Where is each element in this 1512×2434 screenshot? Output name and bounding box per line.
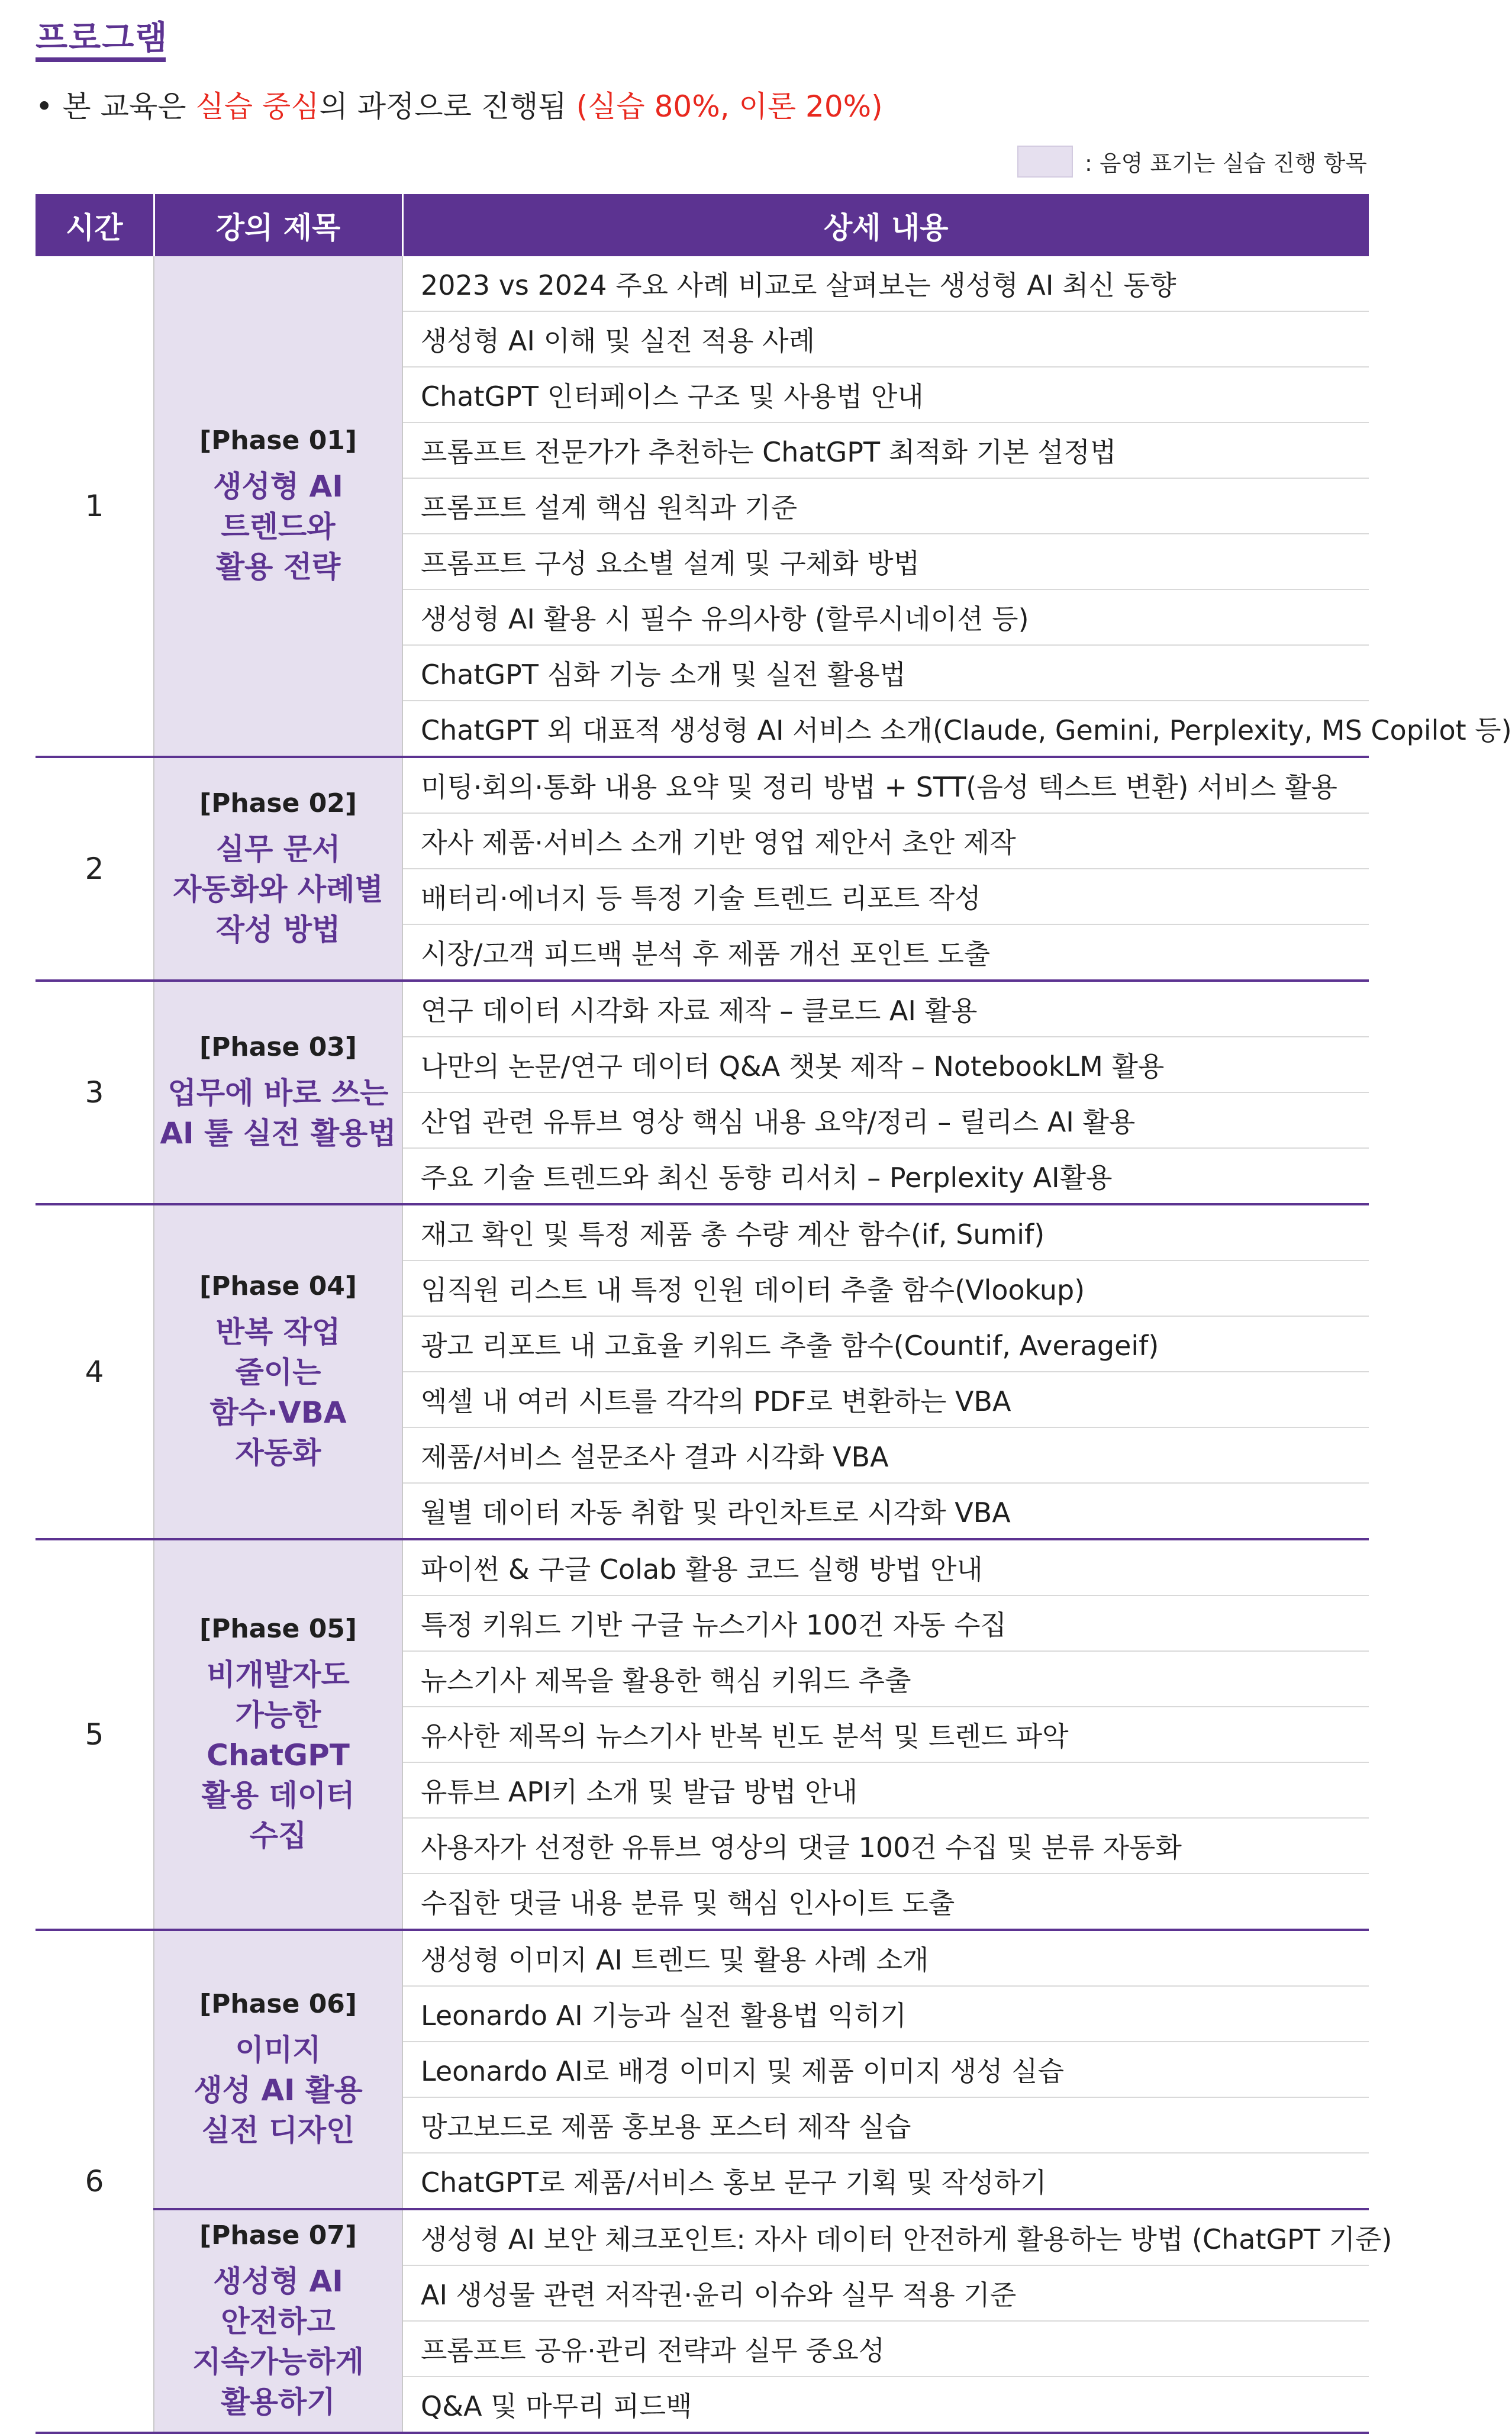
detail-cell: 사용자가 선정한 유튜브 영상의 댓글 100건 수집 및 분류 자동화 (402, 1818, 1369, 1874)
phase-name: 실무 문서 자동화와 사례별 작성 방법 (173, 831, 383, 947)
phase-label: [Phase 06] (199, 1988, 357, 2019)
phase-label: [Phase 05] (199, 1613, 357, 1644)
intro-line (36, 83, 883, 125)
detail-cell: 시장/고객 피드백 분석 후 제품 개선 포인트 도출 (402, 924, 1369, 981)
table-row (36, 981, 1369, 1037)
detail-cell: ChatGPT 심화 기능 소개 및 실전 활용법 (402, 645, 1369, 701)
phase-label: [Phase 02] (199, 788, 357, 818)
section-title: 프로그램 (36, 19, 169, 57)
detail-cell: 프롬프트 설계 핵심 원칙과 기준 (402, 478, 1369, 534)
detail-cell: 유튜브 API키 소개 및 발급 방법 안내 (402, 1762, 1369, 1818)
phase-title-cell (154, 256, 402, 757)
detail-cell: 파이썬 & 구글 Colab 활용 코드 실행 방법 안내 (402, 1539, 1369, 1595)
detail-cell: 임직원 리스트 내 특정 인원 데이터 추출 함수(Vlookup) (402, 1260, 1369, 1316)
detail-cell: 유사한 제목의 뉴스기사 반복 빈도 분석 및 트렌드 파악 (402, 1707, 1369, 1762)
detail-cell: 미팅·회의·통화 내용 요약 및 정리 방법 + STT(음성 텍스트 변환) 서비스 활용 (402, 757, 1369, 813)
title-underline (36, 57, 166, 62)
column-header-hour: 시간 (36, 194, 154, 256)
detail-cell: 나만의 논문/연구 데이터 Q&A 챗봇 제작 – NotebookLM 활용 (402, 1037, 1369, 1092)
phase-title-cell (154, 757, 402, 981)
detail-cell: Leonardo AI로 배경 이미지 및 제품 이미지 생성 실습 (402, 2042, 1369, 2097)
detail-cell: 생성형 AI 활용 시 필수 유의사항 (할루시네이션 등) (402, 589, 1369, 645)
detail-cell: 재고 확인 및 특정 제품 총 수량 계산 함수(if, Sumif) (402, 1204, 1369, 1260)
detail-cell: ChatGPT 인터페이스 구조 및 사용법 안내 (402, 367, 1369, 423)
detail-cell: 배터리·에너지 등 특정 기술 트렌드 리포트 작성 (402, 869, 1369, 924)
phase-title-cell (154, 1930, 402, 2209)
detail-cell: Q&A 및 마무리 피드백 (402, 2377, 1369, 2433)
detail-cell: 프롬프트 전문가가 추천하는 ChatGPT 최적화 기본 설정법 (402, 423, 1369, 478)
detail-cell: 제품/서비스 설문조사 결과 시각화 VBA (402, 1427, 1369, 1483)
intro-highlight-ratio: (실습 80%, 이론 20%) (576, 89, 883, 124)
detail-cell: 생성형 이미지 AI 트렌드 및 활용 사례 소개 (402, 1930, 1369, 1986)
bullet: • (36, 89, 53, 124)
program-table (36, 194, 1512, 2434)
phase-label: [Phase 01] (199, 425, 357, 456)
table-row (36, 1930, 1369, 1986)
hour-cell: 6 (36, 1930, 154, 2433)
detail-cell: 월별 데이터 자동 취합 및 라인차트로 시각화 VBA (402, 1483, 1369, 1539)
phase-title-cell (154, 1204, 402, 1539)
table-row (36, 757, 1369, 813)
detail-cell: 자사 제품·서비스 소개 기반 영업 제안서 초안 제작 (402, 813, 1369, 869)
phase-title-cell (154, 981, 402, 1204)
phase-title-cell (154, 2209, 402, 2433)
column-header-title: 강의 제목 (154, 194, 402, 256)
column-header-detail: 상세 내용 (402, 194, 1369, 256)
hour-cell: 3 (36, 981, 154, 1204)
detail-cell: AI 생성물 관련 저작권·윤리 이슈와 실무 적용 기준 (402, 2265, 1369, 2321)
detail-cell: 연구 데이터 시각화 자료 제작 – 클로드 AI 활용 (402, 981, 1369, 1037)
detail-cell: 생성형 AI 이해 및 실전 적용 사례 (402, 311, 1369, 367)
legend (1017, 145, 1367, 178)
table-row (36, 1204, 1369, 1260)
detail-cell: 엑셀 내 여러 시트를 각각의 PDF로 변환하는 VBA (402, 1372, 1369, 1427)
detail-cell: 주요 기술 트렌드와 최신 동향 리서치 – Perplexity AI활용 (402, 1148, 1369, 1204)
intro-text-2: 의 과정으로 진행됨 (319, 89, 576, 124)
detail-cell: 망고보드로 제품 홍보용 포스터 제작 실습 (402, 2097, 1369, 2153)
detail-cell: 수집한 댓글 내용 분류 및 핵심 인사이트 도출 (402, 1874, 1369, 1930)
detail-cell: 2023 vs 2024 주요 사례 비교로 살펴보는 생성형 AI 최신 동향 (402, 256, 1369, 311)
detail-cell: 프롬프트 공유·관리 전략과 실무 중요성 (402, 2321, 1369, 2377)
detail-cell: Leonardo AI 기능과 실전 활용법 익히기 (402, 1986, 1369, 2042)
program-body (36, 256, 1512, 2433)
phase-name: 업무에 바로 쓰는 AI 툴 실전 활용법 (160, 1075, 396, 1150)
detail-cell: ChatGPT로 제품/서비스 홍보 문구 기획 및 작성하기 (402, 2153, 1369, 2209)
legend-text: : 음영 표기는 실습 진행 항목 (1085, 150, 1367, 176)
table-row (36, 2209, 1369, 2265)
legend-swatch (1017, 146, 1073, 178)
table-row (36, 1539, 1369, 1595)
phase-label: [Phase 03] (199, 1031, 357, 1062)
detail-cell: 산업 관련 유튜브 영상 핵심 내용 요약/정리 – 릴리스 AI 활용 (402, 1092, 1369, 1148)
hour-cell: 5 (36, 1539, 154, 1930)
table-row (36, 256, 1369, 311)
hour-cell: 2 (36, 757, 154, 981)
intro-text-1: 본 교육은 (62, 89, 196, 124)
hour-cell: 1 (36, 256, 154, 757)
phase-name: 이미지 생성 AI 활용 실전 디자인 (194, 2032, 363, 2148)
detail-cell: 프롬프트 구성 요소별 설계 및 구체화 방법 (402, 534, 1369, 589)
detail-cell: 뉴스기사 제목을 활용한 핵심 키워드 추출 (402, 1651, 1369, 1707)
detail-cell: 특정 키워드 기반 구글 뉴스기사 100건 자동 수집 (402, 1595, 1369, 1651)
phase-name: 반복 작업 줄이는 함수·VBA 자동화 (209, 1314, 347, 1470)
phase-title-cell (154, 1539, 402, 1930)
hour-cell: 4 (36, 1204, 154, 1539)
phase-label: [Phase 04] (199, 1271, 357, 1301)
phase-name: 비개발자도 가능한 ChatGPT 활용 데이터 수집 (201, 1657, 355, 1853)
phase-name: 생성형 AI 트렌드와 활용 전략 (213, 469, 343, 584)
detail-cell: 광고 리포트 내 고효율 키워드 추출 함수(Countif, Averageif) (402, 1316, 1369, 1372)
table-header-row (36, 194, 1369, 256)
phase-name: 생성형 AI 안전하고 지속가능하게 활용하기 (192, 2264, 364, 2419)
detail-cell: ChatGPT 외 대표적 생성형 AI 서비스 소개(Claude, Gemini, Perplexity, MS Copilot 등) (402, 701, 1369, 757)
phase-label: [Phase 07] (199, 2220, 357, 2251)
intro-highlight-practice: 실습 중심 (195, 89, 320, 124)
detail-cell: 생성형 AI 보안 체크포인트: 자사 데이터 안전하게 활용하는 방법 (ChatGPT 기준) (402, 2209, 1369, 2265)
